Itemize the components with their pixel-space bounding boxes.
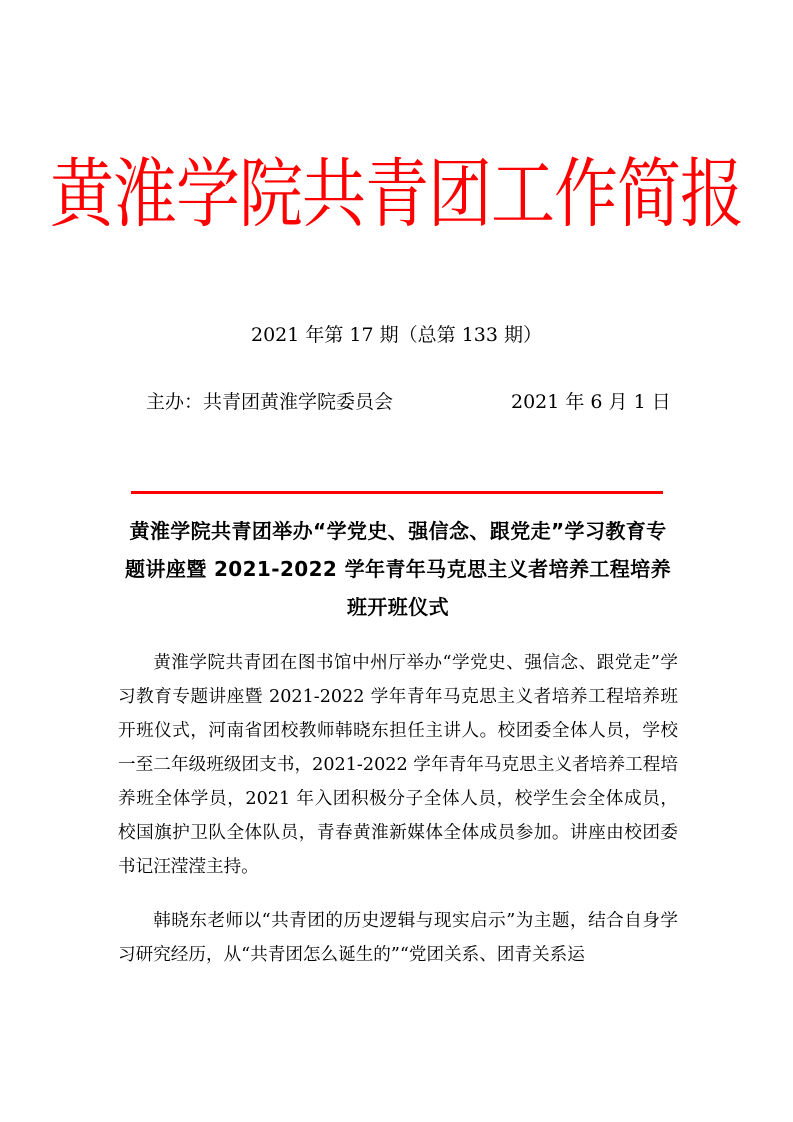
article-paragraph: 韩晓东老师以“共青团的历史逻辑与现实启示”为主题，结合自身学习研究经历，从“共青团怎么诞生的”“党团关系、团青关系运 <box>118 911 678 965</box>
article-body <box>118 646 678 992</box>
issue-date: 2021 年 6 月 1 日 <box>511 391 671 413</box>
article-paragraph: 黄淮学院共青团在图书馆中州厅举办“学党史、强信念、跟党走”学习教育专题讲座暨 2021-2022 学年青年马克思主义者培养工程培养班开班仪式，河南省团校教师韩晓东担任主讲人。校团委全体人员，学校一至二年级班级团支书，2021-2022 学年青年马克思主义者培养工程培养班全体学员，2021 年入团积极分子全体人员，校学生会全体成员，校国旗护卫队全体队员，青春黄淮新媒体全体成员参加。讲座由校团委书记汪滢滢主持。 <box>118 653 678 877</box>
masthead-title: 黄淮学院共青团工作简报 <box>50 151 743 239</box>
article-headline: 黄淮学院共青团举办“学党史、强信念、跟党走”学习教育专题讲座暨 2021-2022 学年青年马克思主义者培养工程培养班开班仪式 <box>125 519 671 619</box>
sponsor-line: 主办：共青团黄淮学院委员会 <box>146 391 394 413</box>
issue-number: 2021 年第 17 期（总第 133 期） <box>251 324 542 346</box>
red-divider <box>131 491 663 494</box>
